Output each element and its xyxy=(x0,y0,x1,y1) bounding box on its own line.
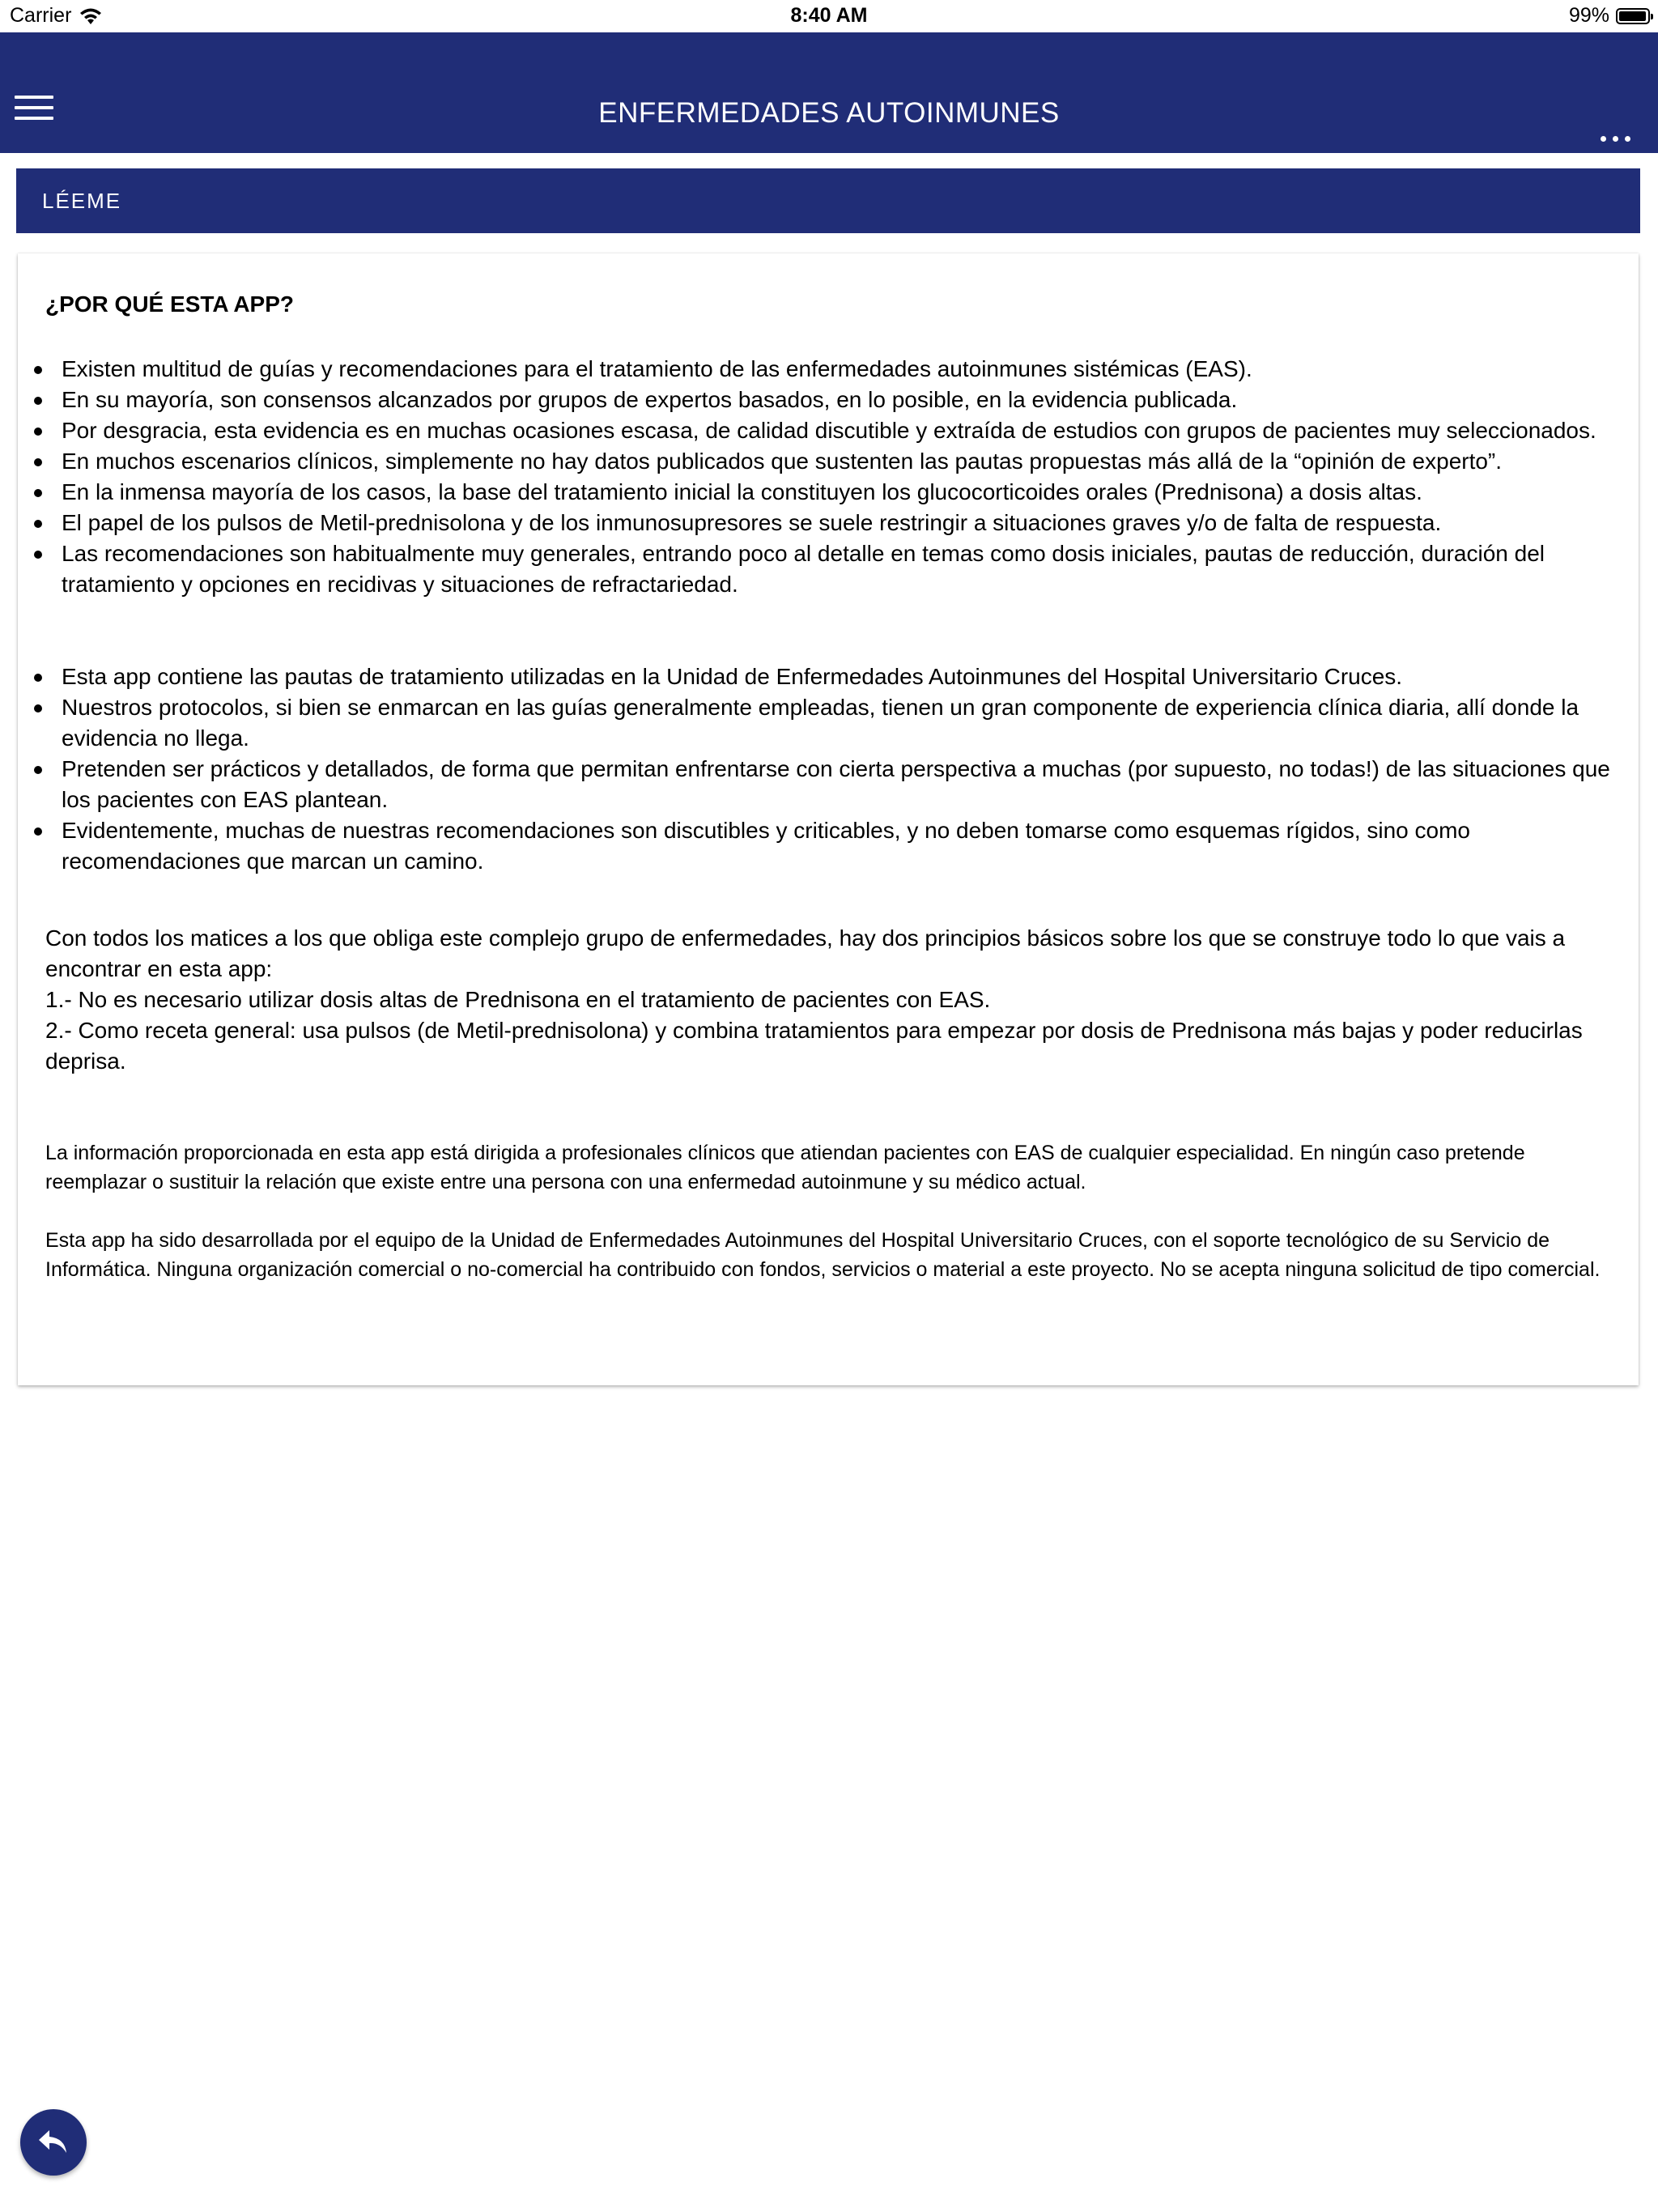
reasons-list xyxy=(45,354,1613,600)
status-bar xyxy=(0,0,1658,32)
disclaimer-section xyxy=(45,1138,1613,1284)
card-heading: ¿POR QUÉ ESTA APP? xyxy=(45,291,294,317)
list-item: Existen multitud de guías y recomendaciones para el tratamiento de las enfermedades autoinmunes sistémicas (EAS). xyxy=(45,354,1613,385)
battery-icon xyxy=(1616,8,1650,24)
status-time: 8:40 AM xyxy=(790,4,868,27)
disclaimer-text-1: La información proporcionada en esta app está dirigida a profesionales clínicos que atiendan pacientes con EAS de cualquier especialidad. En ningún caso pretende reemplazar o sustituir la relación que existe entre una persona con una enfermedad autoinmune y su médico actual. xyxy=(45,1142,1525,1193)
app-info-list xyxy=(45,661,1613,877)
tab-leeme[interactable]: LÉEME xyxy=(16,168,1640,233)
principle-1: 1.- No es necesario utilizar dosis altas de Prednisona en el tratamiento de pacientes con EAS. xyxy=(45,987,991,1012)
list-item: Las recomendaciones son habitualmente muy generales, entrando poco al detalle en temas como dosis iniciales, pautas de reducción, duración del tratamiento y opciones en recidivas y situaciones de refractariedad. xyxy=(45,538,1613,600)
principles-intro: Con todos los matices a los que obliga este complejo grupo de enfermedades, hay dos principios básicos sobre los que se construye todo lo que vais a encontrar en esta app: xyxy=(45,925,1566,981)
app-header xyxy=(0,32,1658,153)
battery-info xyxy=(1569,4,1650,28)
more-options-icon[interactable] xyxy=(1601,136,1630,142)
list-item: En la inmensa mayoría de los casos, la base del tratamiento inicial la constituyen los glucocorticoides orales (Prednisona) a dosis altas. xyxy=(45,477,1613,508)
list-item: En su mayoría, son consensos alcanzados por grupos de expertos basados, en lo posible, en la evidencia publicada. xyxy=(45,385,1613,415)
reply-back-icon xyxy=(37,2129,70,2156)
principle-2: 2.- Como receta general: usa pulsos (de Metil-prednisolona) y combina tratamientos para empezar por dosis de Prednisona más bajas y poder reducirlas deprisa. xyxy=(45,1018,1583,1074)
app-title: ENFERMEDADES AUTOINMUNES xyxy=(598,97,1060,129)
list-item: Esta app contiene las pautas de tratamiento utilizadas en la Unidad de Enfermedades Autoinmunes del Hospital Universitario Cruces. xyxy=(45,661,1613,692)
list-item: En muchos escenarios clínicos, simplemente no hay datos publicados que sustenten las pautas propuestas más allá de la “opinión de experto”. xyxy=(45,446,1613,477)
disclaimer-text-2: Esta app ha sido desarrollada por el equipo de la Unidad de Enfermedades Autoinmunes del Hospital Universitario Cruces, con el soporte tecnológico de su Servicio de Informática. Ninguna organización comercial o no-comercial ha contribuido con fondos, servicios o material a este proyecto. No se acepta ninguna solicitud de tipo comercial. xyxy=(45,1229,1601,1281)
list-item: Evidentemente, muchas de nuestras recomendaciones son discutibles y criticables, y no deben tomarse como esquemas rígidos, sino como recomendaciones que marcan un camino. xyxy=(45,815,1613,877)
battery-percent: 99% xyxy=(1568,4,1609,27)
list-item: Nuestros protocolos, si bien se enmarcan en las guías generalmente empleadas, tienen un gran componente de experiencia clínica diaria, allí donde la evidencia no llega. xyxy=(45,692,1613,754)
back-button[interactable] xyxy=(20,2109,87,2176)
list-item: Por desgracia, esta evidencia es en muchas ocasiones escasa, de calidad discutible y extraída de estudios con grupos de pacientes muy seleccionados. xyxy=(45,415,1613,446)
list-item: El papel de los pulsos de Metil-prednisolona y de los inmunosupresores se suele restringir a situaciones graves y/o de falta de respuesta. xyxy=(45,508,1613,538)
carrier-label: Carrier xyxy=(10,4,72,27)
principles-section xyxy=(45,923,1613,1077)
list-item: Pretenden ser prácticos y detallados, de forma que permitan enfrentarse con cierta perspectiva a muchas (por supuesto, no todas!) de las situaciones que los pacientes con EAS plantean. xyxy=(45,754,1613,815)
content-card xyxy=(18,253,1639,1385)
